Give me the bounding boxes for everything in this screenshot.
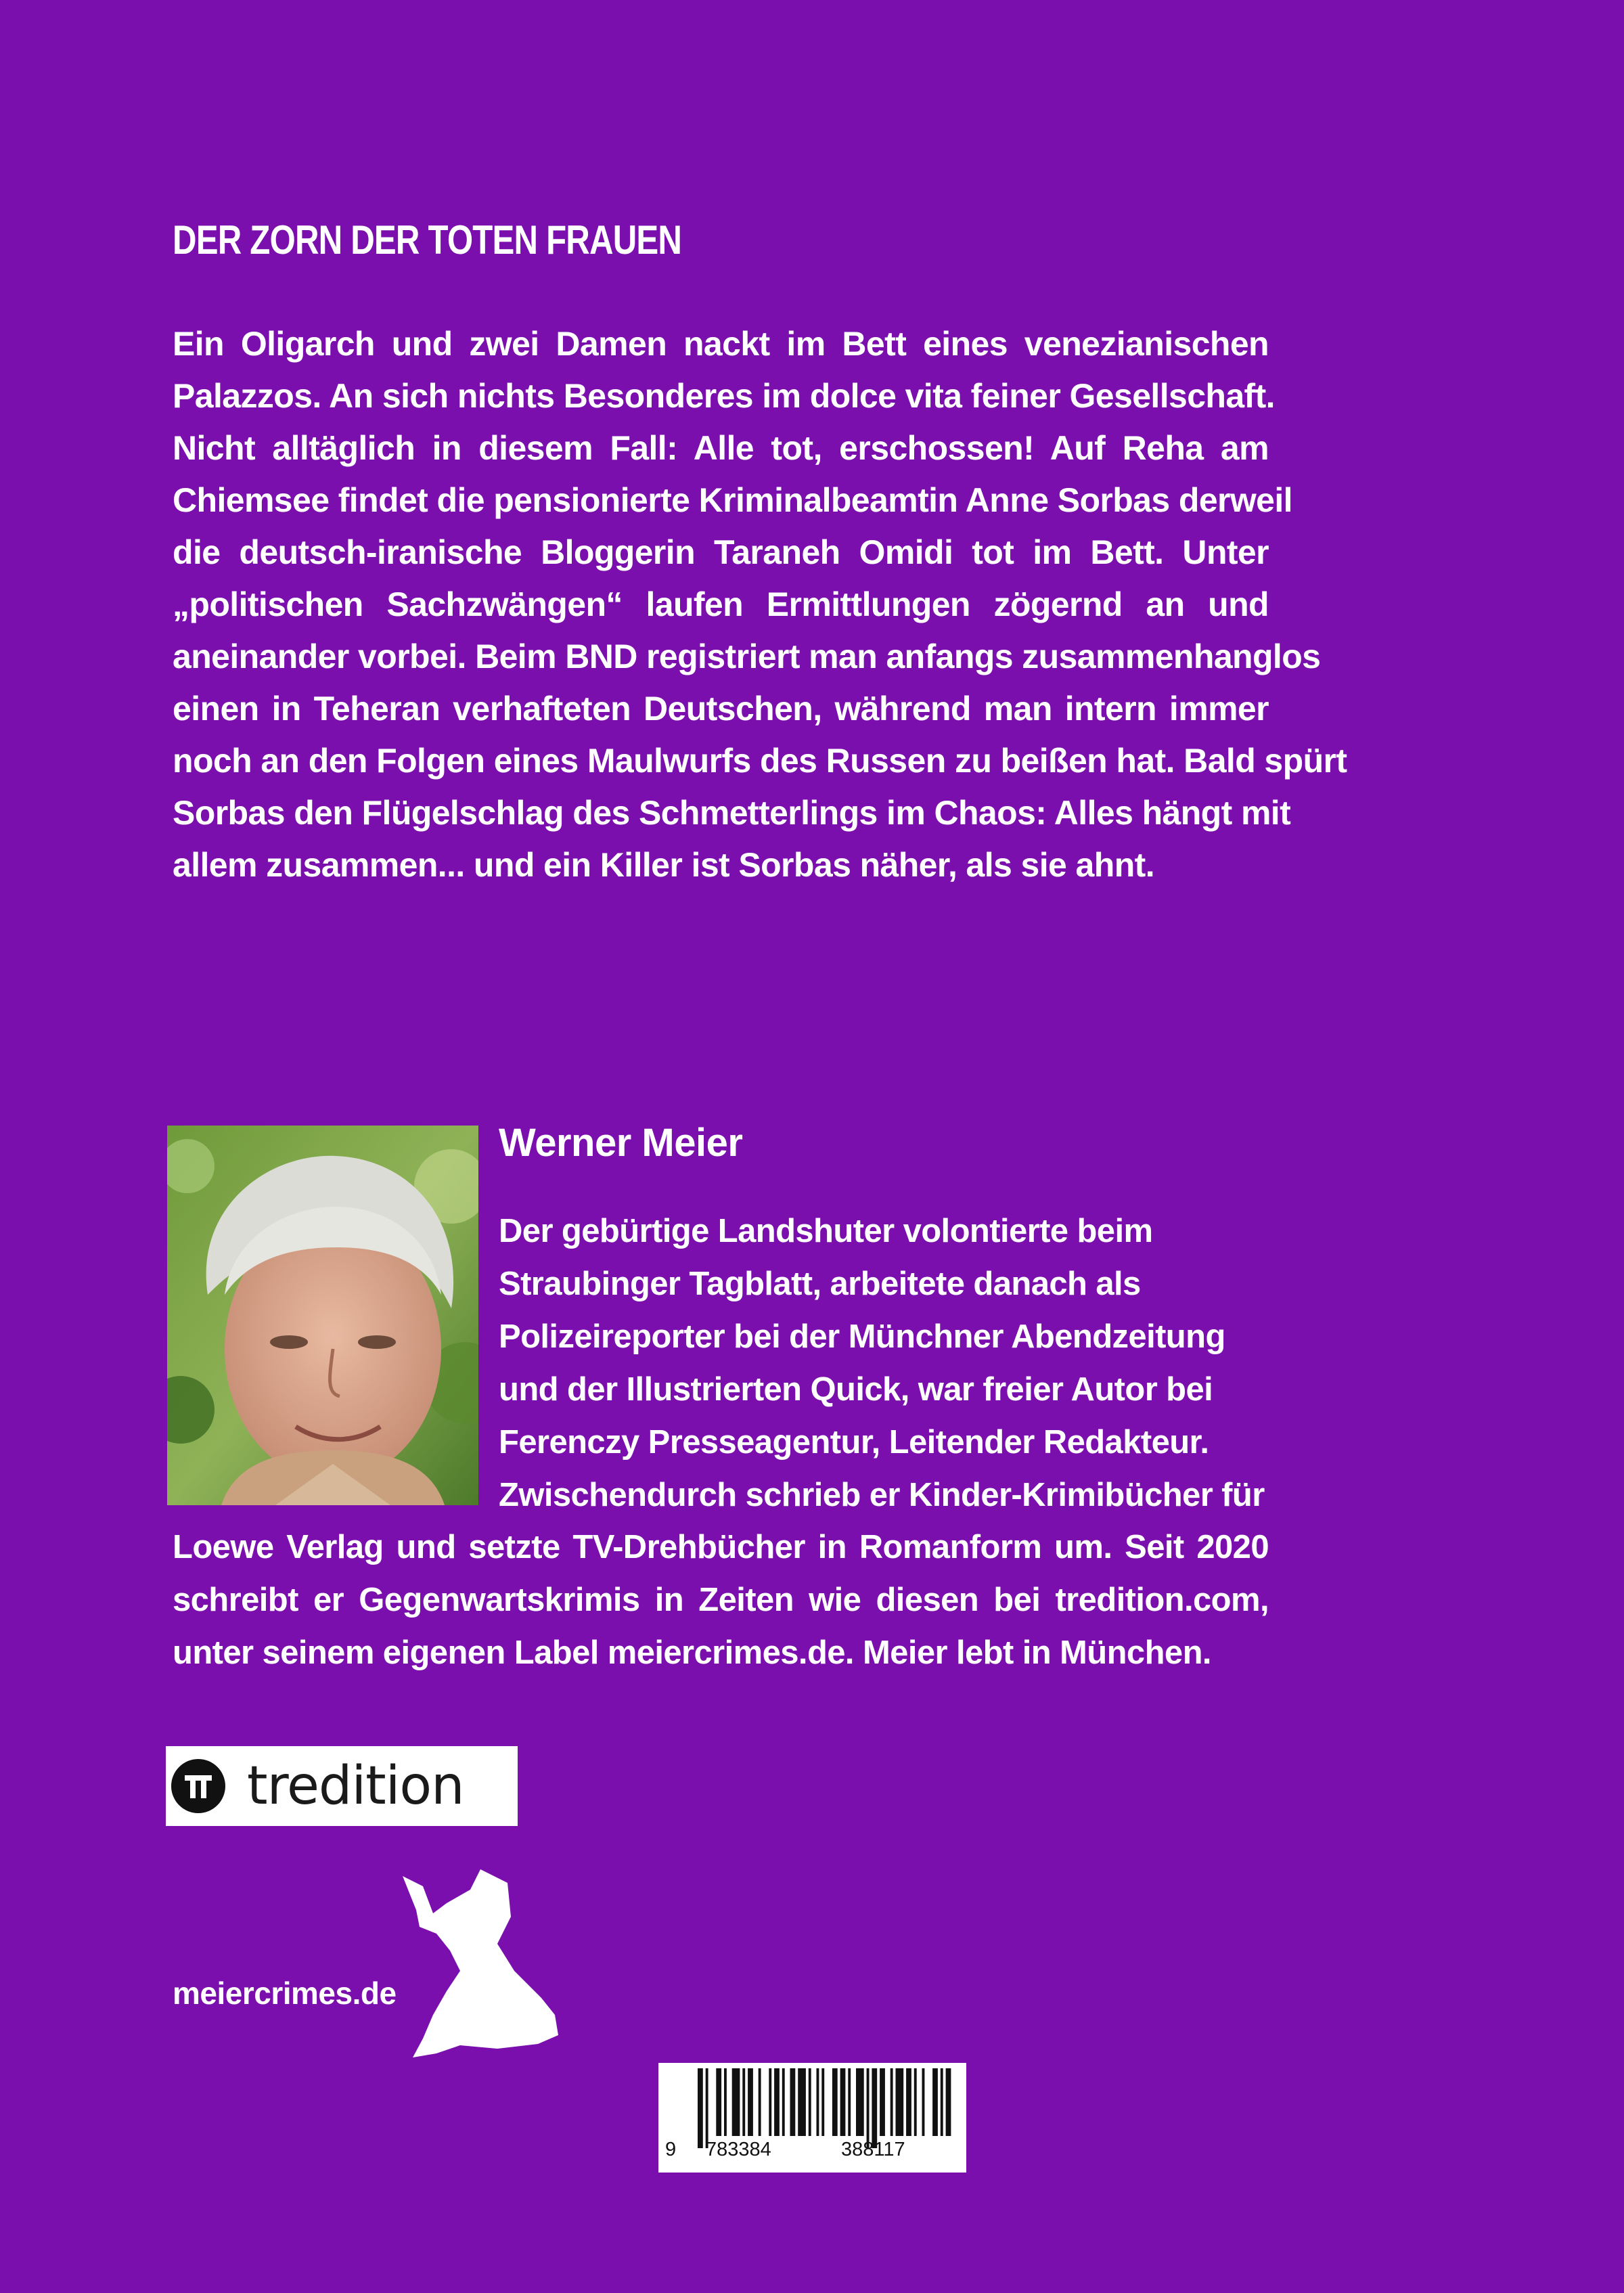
meiercrimes-logo-icon (396, 1863, 562, 2059)
barcode-digit-group: 783384 (706, 2139, 771, 2160)
author-bio-full-width (173, 1521, 1269, 1679)
barcode-digit-group: 9 (665, 2139, 677, 2160)
bio-line: Straubinger Tagblatt, arbeitete danach als (499, 1266, 1141, 1302)
barcode-bar (880, 2068, 885, 2136)
bio-line: schreibt er Gegenwartskrimis in Zeiten wie diesen bei tredition.com, (173, 1582, 1269, 1618)
barcode-bar (817, 2068, 819, 2136)
isbn-barcode (658, 2063, 966, 2173)
barcode-bar (832, 2068, 838, 2136)
bio-line: Polizeireporter bei der Münchner Abendzeitung (499, 1318, 1225, 1355)
barcode-bar (774, 2068, 780, 2136)
author-photo (167, 1126, 478, 1505)
barcode-bar (732, 2068, 740, 2136)
barcode-bar (856, 2068, 864, 2136)
barcode-bar (946, 2068, 951, 2136)
barcode-bar (932, 2068, 938, 2136)
bio-line: Ferenczy Presseagentur, Leitender Redakteur. (499, 1424, 1209, 1461)
barcode-bar (914, 2068, 917, 2136)
barcode-bar (698, 2068, 703, 2148)
blurb-line: einen in Teheran verhafteten Deutschen, während man intern immer (173, 690, 1269, 728)
barcode-bar (742, 2068, 745, 2136)
barcode-bar (821, 2068, 824, 2136)
publisher-logo-text: tredition (247, 1756, 464, 1817)
barcode-digit-group: 388117 (841, 2139, 905, 2160)
blurb-line: noch an den Folgen eines Maulwurfs des Russen zu beißen hat. Bald spürt (173, 742, 1347, 780)
blurb-line: Sorbas den Flügelschlag des Schmetterlings im Chaos: Alles hängt mit (173, 794, 1291, 832)
barcode-bar (906, 2068, 911, 2136)
barcode-bar (941, 2068, 943, 2136)
blurb-line: allem zusammen... und ein Killer ist Sorbas näher, als sie ahnt. (173, 846, 1154, 884)
label-url: meiercrimes.de (173, 1976, 397, 2011)
blurb-line: Chiemsee findet die pensionierte Kriminalbeamtin Anne Sorbas derweil (173, 481, 1292, 519)
barcode-bar (872, 2068, 877, 2148)
blurb-line: aneinander vorbei. Beim BND registriert man anfangs zusammenhanglos (173, 638, 1321, 675)
barcode-bar (798, 2068, 806, 2136)
barcode-bar (706, 2068, 708, 2148)
barcode-bar (867, 2068, 870, 2148)
book-title: DER ZORN DER TOTEN FRAUEN (173, 217, 682, 263)
barcode-bar (782, 2068, 785, 2136)
barcode-bar (809, 2068, 811, 2136)
blurb-line: „politischen Sachzwängen“ laufen Ermittlungen zögernd an und (173, 585, 1269, 623)
bio-line: und der Illustrierten Quick, war freier Autor bei (499, 1371, 1213, 1408)
barcode-bar (769, 2068, 771, 2136)
bio-line: Loewe Verlag und setzte TV-Drehbücher in Romanform um. Seit 2020 (173, 1529, 1269, 1565)
barcode-bar (748, 2068, 753, 2136)
barcode-bar (890, 2068, 893, 2136)
barcode-bar (896, 2068, 904, 2136)
blurb-line: Nicht alltäglich in diesem Fall: Alle tot, erschossen! Auf Reha am (173, 429, 1269, 467)
barcode-bar (759, 2068, 761, 2136)
bio-line: Der gebürtige Landshuter volontierte beim (499, 1213, 1153, 1249)
author-bio-beside-photo (499, 1205, 1265, 1521)
barcode-bar (840, 2068, 846, 2136)
publisher-logo (166, 1746, 518, 1826)
blurb-line: die deutsch-iranische Bloggerin Taraneh Omidi tot im Bett. Unter (173, 533, 1269, 571)
barcode-bar (716, 2068, 721, 2136)
blurb-line: Palazzos. An sich nichts Besonderes im dolce vita feiner Gesellschaft. (173, 377, 1275, 415)
barcode-bar (922, 2068, 925, 2136)
tredition-mark-icon (171, 1759, 225, 1813)
blurb-line: Ein Oligarch und zwei Damen nackt im Bett eines venezianischen (173, 325, 1269, 363)
bio-line: Zwischendurch schrieb er Kinder-Krimibücher für (499, 1477, 1265, 1513)
barcode-bar (790, 2068, 796, 2136)
author-name: Werner Meier (499, 1121, 743, 1165)
barcode-bar (724, 2068, 727, 2136)
bio-line: unter seinem eigenen Label meiercrimes.de. Meier lebt in München. (173, 1634, 1211, 1671)
book-blurb (173, 318, 1347, 891)
barcode-bar (848, 2068, 851, 2136)
